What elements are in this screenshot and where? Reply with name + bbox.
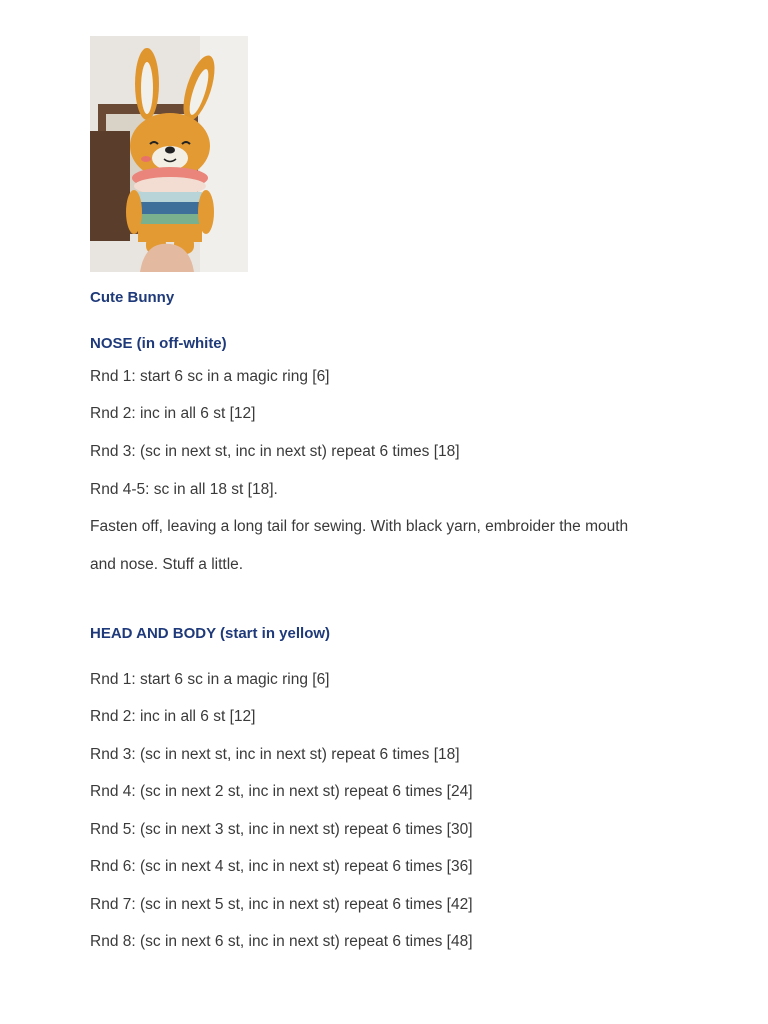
head-body-row-5: Rnd 5: (sc in next 3 st, inc in next st) repeat 6 times [30] [90, 821, 473, 838]
nose-note-line-2: and nose. Stuff a little. [90, 556, 244, 573]
head-body-heading: HEAD AND BODY (start in yellow) [90, 625, 331, 642]
head-body-row-4: Rnd 4: (sc in next 2 st, inc in next st) repeat 6 times [24] [90, 783, 473, 800]
nose-row-4: Rnd 4-5: sc in all 18 st [18]. [90, 481, 278, 498]
head-body-row-8: Rnd 8: (sc in next 6 st, inc in next st) repeat 6 times [48] [90, 933, 473, 950]
head-body-row-3: Rnd 3: (sc in next st, inc in next st) repeat 6 times [18] [90, 746, 460, 763]
head-body-row-2: Rnd 2: inc in all 6 st [12] [90, 708, 256, 725]
nose-heading: NOSE (in off-white) [90, 335, 227, 352]
nose-row-3: Rnd 3: (sc in next st, inc in next st) repeat 6 times [18] [90, 443, 460, 460]
nose-row-1: Rnd 1: start 6 sc in a magic ring [6] [90, 368, 330, 385]
head-body-row-6: Rnd 6: (sc in next 4 st, inc in next st) repeat 6 times [36] [90, 858, 473, 875]
nose-row-2: Rnd 2: inc in all 6 st [12] [90, 405, 256, 422]
nose-note-line-1: Fasten off, leaving a long tail for sewing. With black yarn, embroider the mouth [90, 518, 629, 535]
bunny-photo [90, 36, 248, 272]
head-body-row-7: Rnd 7: (sc in next 5 st, inc in next st) repeat 6 times [42] [90, 896, 473, 913]
pattern-title: Cute Bunny [90, 289, 175, 306]
head-body-row-1: Rnd 1: start 6 sc in a magic ring [6] [90, 671, 330, 688]
document-page [90, 36, 690, 950]
